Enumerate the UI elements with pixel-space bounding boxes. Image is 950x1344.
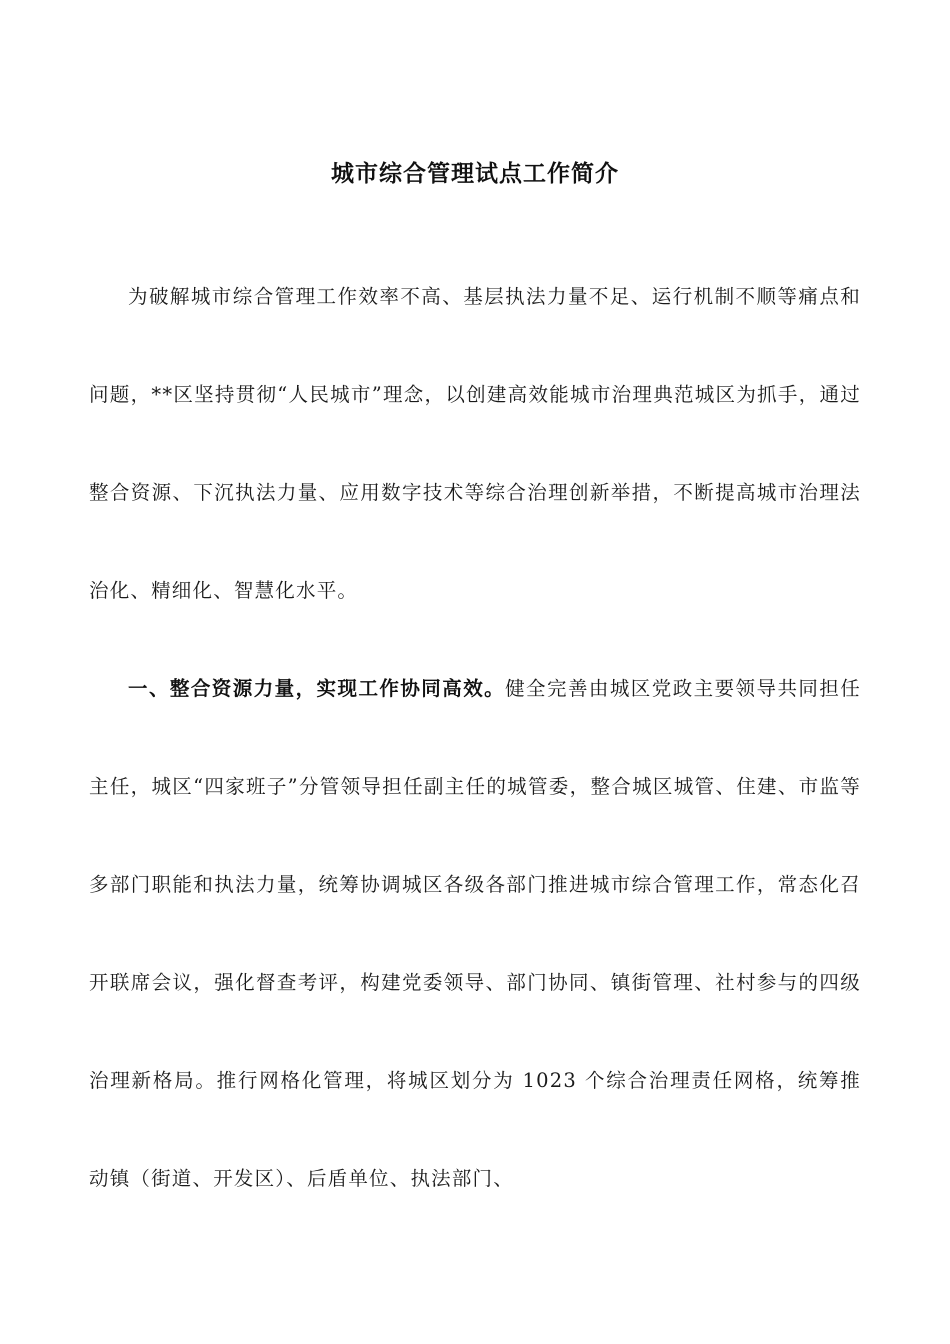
section-1-text: 健全完善由城区党政主要领导共同担任主任，城区“四家班子”分管领导担任副主任的城管委，整合城区城管、住建、市监等多部门职能和执法力量，统筹协调城区各级各部门推进城市综合管理工作，常态化召开联席会议，强化督查考评，构建党委领导、部门协同、镇街管理、社村参与的四级治理新格局。推行网格化管理，将城区划分为 1023 个综合治理责任网格，统筹推动镇（街道、开发区）、后盾单位、执法部门、 [89, 677, 861, 1190]
document-body [89, 248, 861, 1228]
section-1-heading: 一、整合资源力量，实现工作协同高效。 [128, 677, 506, 700]
intro-paragraph: 为破解城市综合管理工作效率不高、基层执法力量不足、运行机制不顺等痛点和问题，**区坚持贯彻“人民城市”理念，以创建高效能城市治理典范城区为抓手，通过整合资源、下沉执法力量、应用数字技术等综合治理创新举措，不断提高城市治理法治化、精细化、智慧化水平。 [89, 285, 861, 602]
section-1-paragraph [89, 640, 861, 1228]
document-title: 城市综合管理试点工作简介 [331, 160, 619, 187]
